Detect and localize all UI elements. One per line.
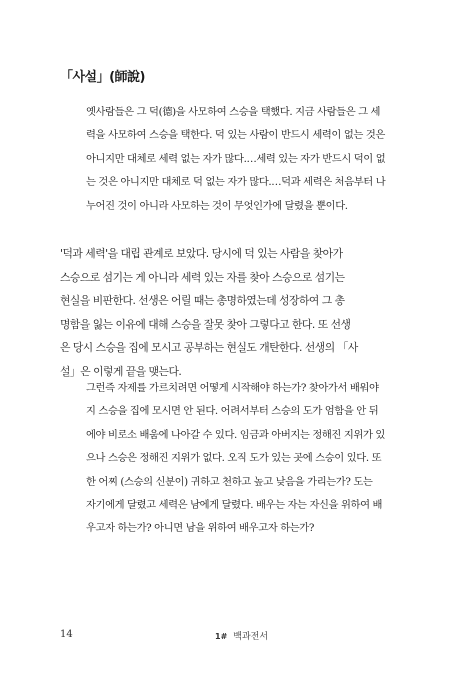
publisher-name: 백과전서 bbox=[233, 632, 269, 642]
publisher-footer bbox=[215, 629, 268, 642]
quote-line: 한 어찌 (스승의 신분이) 귀하고 천하고 높고 낮음을 가리는가? 도는 bbox=[86, 475, 373, 488]
quote-line: 그런즉 자제를 가르치려면 어떻게 시작해야 하는가? 찾아가서 배워야 bbox=[86, 382, 379, 394]
publisher-logo: 1# bbox=[215, 632, 228, 641]
commentary-line: 명함을 잃는 이유에 대해 스승을 잘못 찾아 그렇다고 한다. 또 선생 bbox=[60, 317, 351, 331]
quote-line: 옛사람들은 그 덕(德)을 사모하여 스승을 택했다. 지금 사람들은 그 세 bbox=[86, 106, 381, 118]
quote-block-1 bbox=[86, 101, 412, 218]
commentary-line: 설」은 이렇게 끝을 맺는다. bbox=[60, 364, 182, 378]
quote-line: 아니지만 대체로 세력 없는 자가 많다.…세력 있는 자가 반드시 덕이 없 bbox=[86, 152, 386, 165]
quote-line: 지 스승을 집에 모시면 안 된다. 어려서부터 스승의 도가 엄함을 안 뒤 bbox=[86, 405, 379, 418]
commentary-line: 스승으로 섬기는 게 아니라 세력 있는 자를 찾아 스승으로 섬기는 bbox=[60, 270, 345, 284]
quote-line: 으나 스승은 정해진 지위가 없다. 오직 도가 있는 곳에 스승이 있다. 또 bbox=[86, 452, 382, 465]
quote-line: 우고자 하는가? 아니면 남을 위하여 배우고자 하는가? bbox=[86, 522, 314, 535]
commentary-line: 현실을 비판한다. 선생은 어릴 때는 총명하였는데 성장하여 그 총 bbox=[60, 294, 345, 307]
page-number: 14 bbox=[60, 629, 73, 640]
quote-line: 는 것은 아니지만 대체로 덕 없는 자가 많다.…덕과 세력은 처음부터 나 bbox=[86, 176, 386, 189]
commentary-paragraph bbox=[60, 242, 414, 383]
quote-line: 력을 사모하여 스승을 택한다. 덕 있는 사람이 반드시 세력이 없는 것은 bbox=[86, 129, 385, 142]
quote-block-2 bbox=[86, 377, 412, 541]
commentary-line: '덕과 세력'을 대립 관계로 보았다. 당시에 덕 있는 사람을 찾아가 bbox=[60, 247, 343, 260]
quote-line: 에야 비로소 배움에 나아갈 수 있다. 임금과 아버지는 정해진 지위가 있 bbox=[86, 428, 385, 441]
quote-line: 누어진 것이 아니라 사모하는 것이 무엇인가에 달렸을 뿐이다. bbox=[86, 199, 348, 212]
page-title: 「사설」(師說) bbox=[60, 70, 145, 85]
commentary-line: 은 당시 스승을 집에 모시고 공부하는 현실도 개탄한다. 선생의 「사 bbox=[60, 341, 358, 354]
quote-line: 자기에게 달렸고 세력은 남에게 달렸다. 배우는 자는 자신을 위하여 배 bbox=[86, 499, 383, 512]
